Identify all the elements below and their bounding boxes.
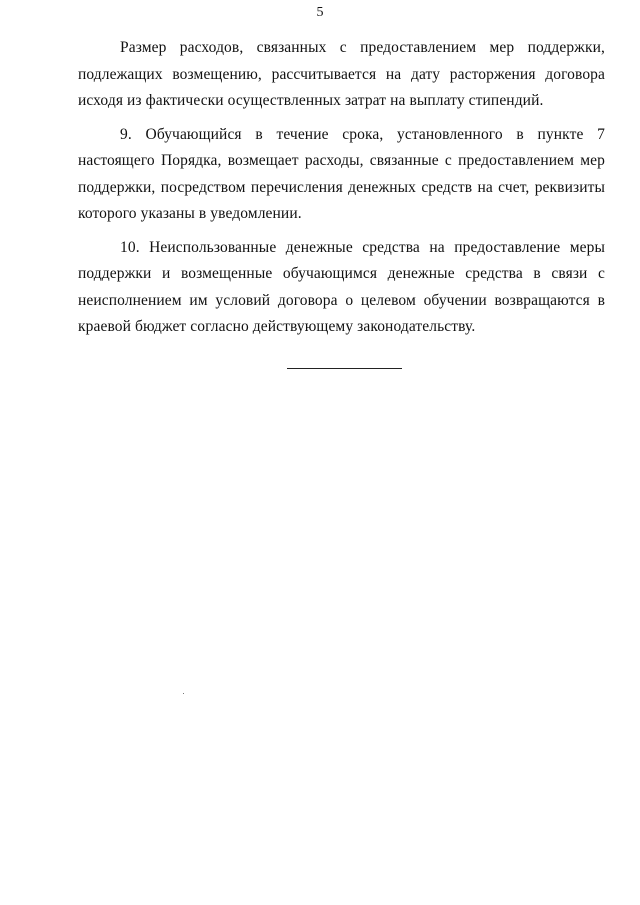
paragraph-9-reimbursement: 9. Обучающийся в течение срока, установленного в пункте 7 настоящего Порядка, возмещает расходы, связанные с предоставлением мер поддержки, посредством перечисления денежных средств на счет, реквизиты которого указаны в уведомлении. [78,125,605,222]
paragraph-expense-calculation: Размер расходов, связанных с предоставлением мер поддержки, подлежащих возмещению, рассчитывается на дату расторжения договора исходя из фактически осуществленных затрат на выплату стипендий. [78,39,605,109]
paragraph-10-return-of-funds: 10. Неиспользованные денежные средства на предоставление меры поддержки и возмещенные обучающимся денежные средства в связи с неисполнением им условий договора о целевом обучении возвращаются в краевой бюджет согласно действующему законодательству. [78,238,605,335]
page-number: 5 [316,5,324,20]
end-of-text-rule [287,368,402,369]
document-body [78,35,605,348]
scan-artifact-dot [183,693,184,694]
